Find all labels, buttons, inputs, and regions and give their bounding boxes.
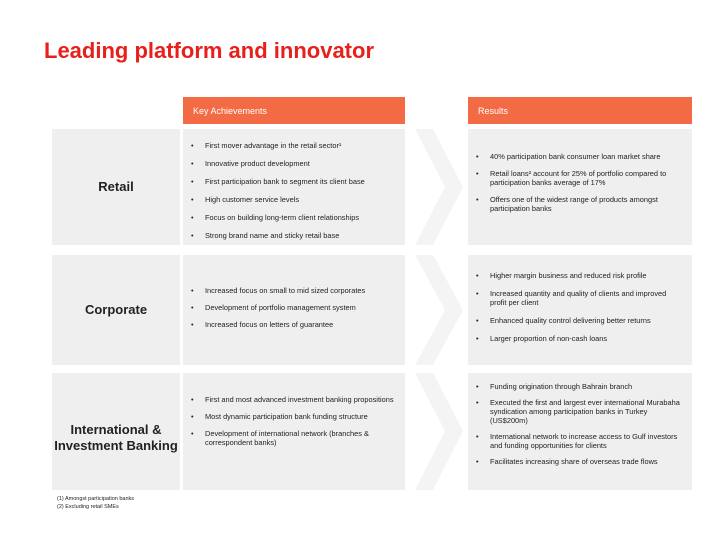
segment-label: International & Investment Banking xyxy=(54,421,178,453)
achievements-list xyxy=(183,286,405,329)
header-results: Results xyxy=(468,97,692,124)
results-list xyxy=(468,152,692,213)
segment-corporate xyxy=(52,255,180,365)
achievements-corporate xyxy=(183,255,405,365)
segment-retail xyxy=(52,129,180,245)
results-list xyxy=(468,271,692,343)
list-item: • First mover advantage in the retail sector¹ xyxy=(191,141,342,150)
list-item: • First and most advanced investment banking propositions xyxy=(191,395,394,404)
list-item: • Development of international network (branches & correspondent banks) xyxy=(191,429,369,447)
list-item: • International network to increase access to Gulf investors and funding opportunities for clients xyxy=(476,432,678,450)
list-item: • Focus on building long-term client relationships xyxy=(191,213,360,222)
segment-international-investment-banking xyxy=(52,373,180,490)
results-list xyxy=(468,382,692,466)
results-international xyxy=(468,373,692,490)
page-title: Leading platform and innovator xyxy=(44,38,375,63)
footnotes xyxy=(57,495,134,511)
list-item: • Increased quantity and quality of clients and improved profit per client xyxy=(476,289,667,307)
list-item: • Higher margin business and reduced risk profile xyxy=(476,271,647,280)
list-item: • Strong brand name and sticky retail base xyxy=(191,231,340,240)
list-item: • Increased focus on letters of guarantee xyxy=(191,320,334,329)
footnote-1: (1) Amongst participation banks xyxy=(57,496,135,502)
list-item: • High customer service levels xyxy=(191,195,300,204)
segment-label: Retail xyxy=(98,179,134,194)
list-item: • 40% participation bank consumer loan market share xyxy=(476,152,661,161)
segment-label: Corporate xyxy=(84,302,148,317)
achievements-international xyxy=(183,373,405,490)
list-item: • Innovative product development xyxy=(191,159,310,168)
arrow-right-icon xyxy=(415,255,463,365)
list-item: • Offers one of the widest range of products amongst participation banks xyxy=(476,195,658,213)
list-item: • Most dynamic participation bank funding structure xyxy=(191,412,368,421)
results-retail xyxy=(468,129,692,245)
list-item: • Enhanced quality control delivering better returns xyxy=(476,316,651,325)
list-item: • Funding origination through Bahrain branch xyxy=(476,382,633,391)
list-item: • Retail loans² account for 25% of portfolio compared to participation banks average of 17% xyxy=(476,169,667,187)
list-item: • Larger proportion of non-cash loans xyxy=(476,334,608,343)
list-item: • Increased focus on small to mid sized corporates xyxy=(191,286,366,295)
arrow-right-icon xyxy=(415,129,463,245)
achievements-list xyxy=(183,395,405,447)
list-item: • First participation bank to segment its client base xyxy=(191,177,365,186)
arrow-right-icon xyxy=(415,373,463,490)
list-item: • Development of portfolio management system xyxy=(191,303,356,312)
header-key-achievements: Key Achievements xyxy=(183,97,405,124)
achievements-retail xyxy=(183,129,405,245)
results-corporate xyxy=(468,255,692,365)
footnote-2: (2) Excluding retail SMEs xyxy=(57,504,119,510)
list-item: • Facilitates increasing share of overseas trade flows xyxy=(476,457,658,466)
achievements-list xyxy=(183,141,405,240)
list-item: • Executed the first and largest ever international Murabaha syndication among participation banks in Turkey (US$200m) xyxy=(476,398,680,425)
